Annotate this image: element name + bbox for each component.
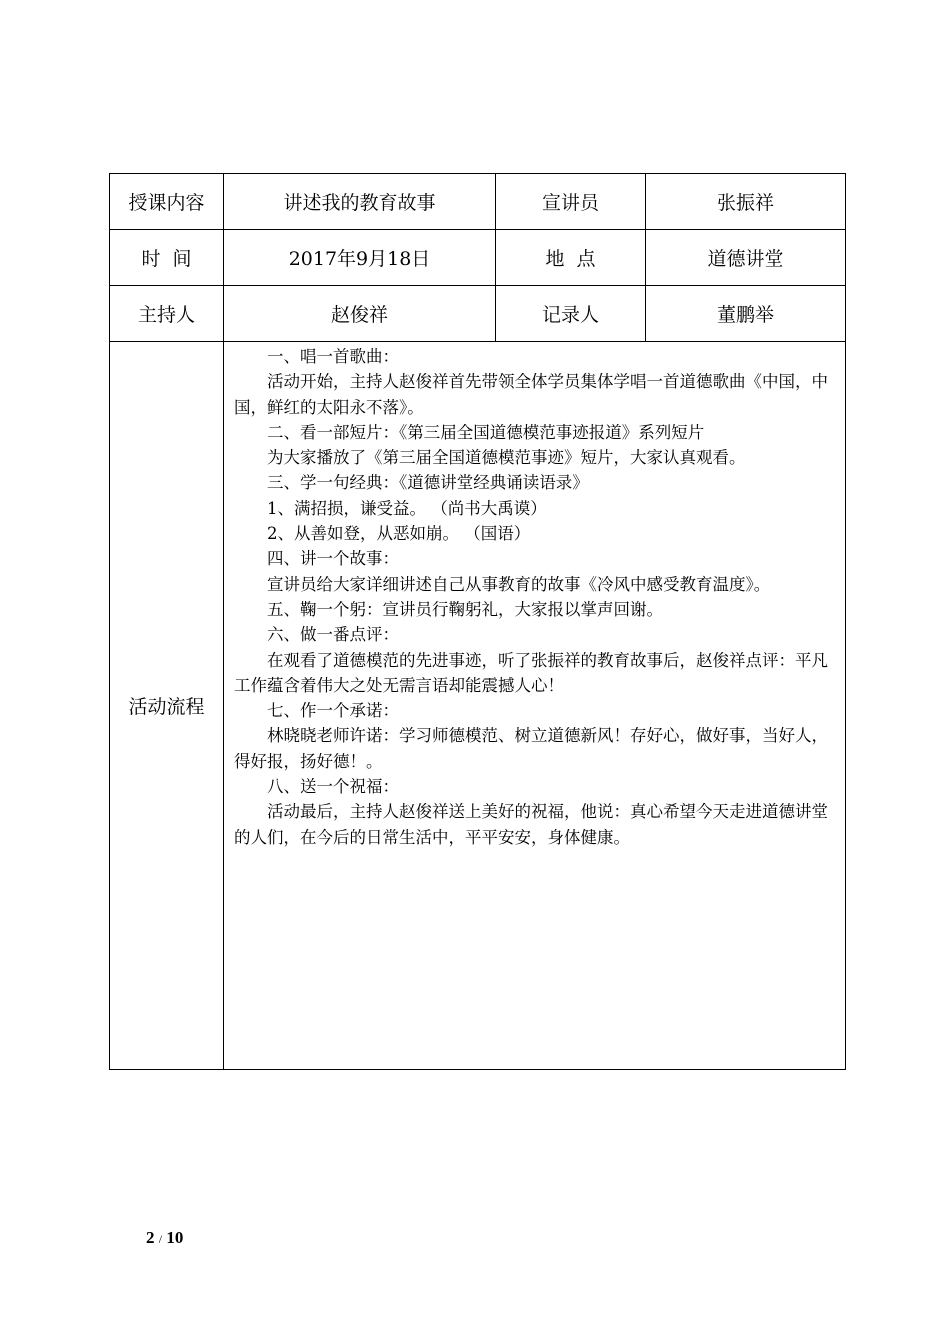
process-line: 2、从善如登，从恶如崩。 （国语） (267, 524, 531, 544)
label-speaker: 宣讲员 (496, 174, 646, 230)
process-line: 三、学一句经典：《道德讲堂经典诵读语录》 (267, 473, 589, 493)
process-line: 在观看了道德模范的先进事迹，听了张振祥的教育故事后，赵俊祥点评：平凡工作蕴含着伟大之处无需言语却能震撼人心！ (234, 650, 828, 695)
page-number (146, 1228, 183, 1248)
value-location: 道德讲堂 (646, 230, 846, 286)
value-time: 2017年9月18日 (224, 230, 496, 286)
total-pages: 10 (166, 1228, 184, 1247)
process-line: 宣讲员给大家详细讲述自己从事教育的故事《冷风中感受教育温度》。 (267, 574, 771, 594)
table-row (110, 286, 846, 342)
label-activity-process: 活动流程 (110, 342, 224, 1070)
label-recorder: 记录人 (496, 286, 646, 342)
label-time: 时 间 (110, 230, 224, 286)
value-recorder: 董鹏举 (646, 286, 846, 342)
table-row (110, 342, 846, 1070)
process-line: 七、作一个承诺： (267, 701, 399, 721)
label-course-content: 授课内容 (110, 174, 224, 230)
record-table (109, 173, 846, 1070)
process-line: 活动最后，主持人赵俊祥送上美好的祝福，他说：真心希望今天走进道德讲堂的人们，在今后的日常生活中，平平安安，身体健康。 (234, 802, 828, 847)
process-line: 二、看一部短片：《第三届全国道德模范事迹报道》系列短片 (267, 422, 705, 442)
table-row (110, 230, 846, 286)
activity-process-content (224, 342, 846, 1070)
process-line: 活动开始，主持人赵俊祥首先带领全体学员集体学唱一首道德歌曲《中国，中国，鲜红的太阳永不落》。 (234, 372, 828, 417)
value-speaker: 张振祥 (646, 174, 846, 230)
table-row (110, 174, 846, 230)
process-line: 林晓晓老师许诺：学习师德模范、树立道德新风！存好心，做好事，当好人，得好报，扬好德！。 (234, 726, 828, 771)
process-line: 1、满招损，谦受益。 （尚书大禹谟） (267, 498, 547, 518)
process-line: 为大家播放了《第三届全国道德模范事迹》短片，大家认真观看。 (267, 448, 746, 468)
value-host: 赵俊祥 (224, 286, 496, 342)
process-line: 八、送一个祝福： (267, 777, 399, 797)
process-line: 一、唱一首歌曲： (267, 347, 399, 366)
page-separator: / (158, 1232, 163, 1246)
process-line: 四、讲一个故事： (267, 549, 399, 569)
label-location: 地 点 (496, 230, 646, 286)
process-line: 五、鞠一个躬：宣讲员行鞠躬礼，大家报以掌声回谢。 (267, 599, 663, 619)
value-course-content: 讲述我的教育故事 (224, 174, 496, 230)
process-line: 六、做一番点评： (267, 625, 399, 645)
current-page: 2 (146, 1228, 155, 1247)
label-host: 主持人 (110, 286, 224, 342)
